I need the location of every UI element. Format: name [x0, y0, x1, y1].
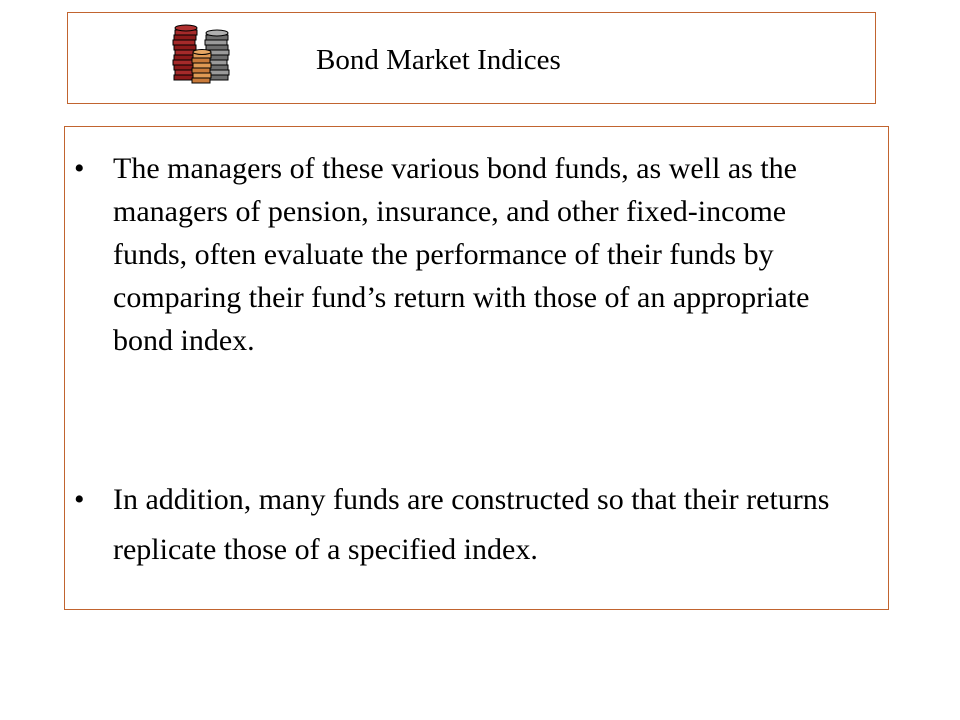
bullet-marker: • [74, 152, 85, 185]
bullet-marker: • [74, 483, 85, 516]
slide-title: Bond Market Indices [316, 44, 561, 76]
bullet-item [74, 475, 864, 575]
bullet-item [74, 147, 864, 362]
bullet-text: The managers of these various bond funds, as well as the managers of pension, insurance, and other fixed-income funds, often evaluate the performance of their funds by comparing their fund’s return with those of an appropriate bond index. [113, 152, 810, 357]
content-box [64, 126, 889, 610]
bullet-text: In addition, many funds are constructed so that their returns replicate those of a specified index. [113, 483, 830, 566]
coin-stack-icon [168, 23, 232, 85]
title-box [67, 12, 876, 104]
